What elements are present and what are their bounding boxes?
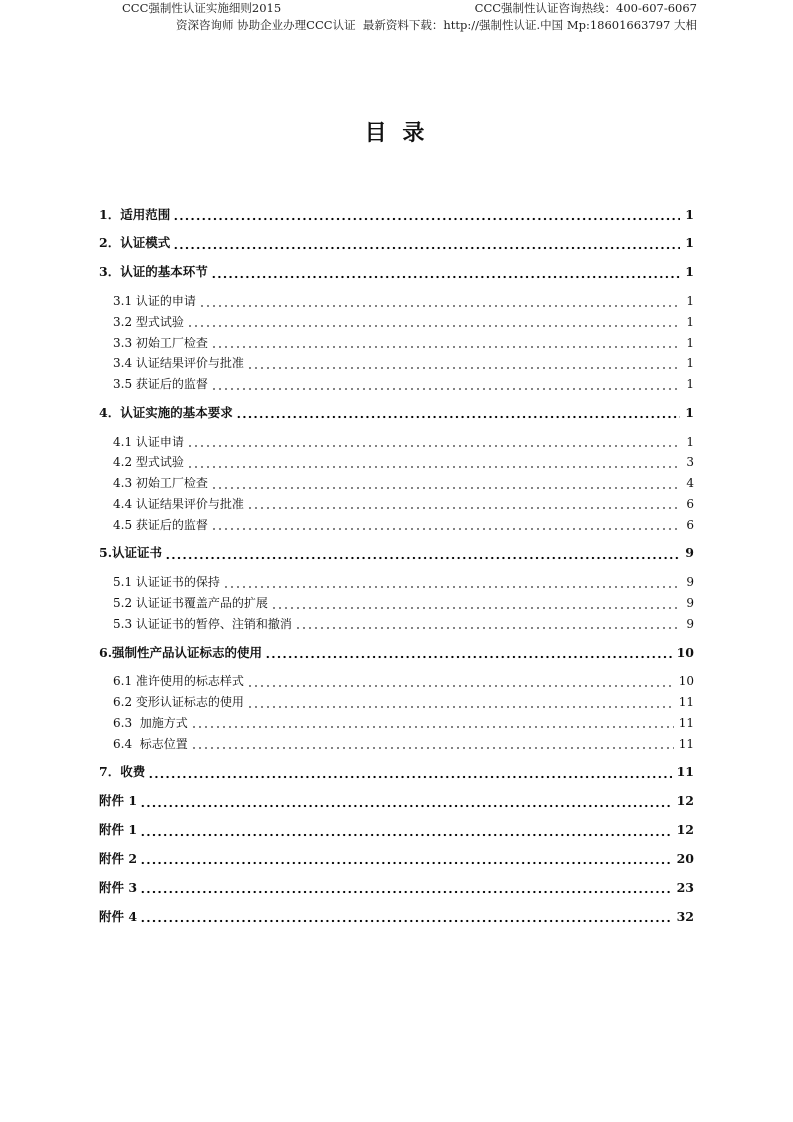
toc-page-number: 1 — [686, 294, 694, 308]
toc-entry-label: 6.2 变形认证标志的使用 — [113, 695, 244, 710]
toc-subentry — [99, 614, 694, 635]
toc-entry-label: 6.3 加施方式 — [113, 715, 188, 730]
toc-entry-label: 附件 2 — [99, 850, 138, 866]
toc-dot-leader — [140, 907, 672, 928]
header-hotline: CCC强制性认证咨询热线：400-607-6067 — [474, 1, 697, 15]
toc-dot-leader — [247, 494, 681, 515]
toc-entry — [99, 762, 694, 783]
toc-dot-leader — [148, 762, 671, 783]
toc-page-number: 3 — [686, 455, 694, 470]
toc-page-number: 1 — [686, 434, 694, 449]
toc-entry-label: 6.4 标志位置 — [113, 736, 188, 751]
toc-dot-leader — [140, 849, 672, 870]
toc-dot-leader — [271, 593, 681, 614]
table-of-contents — [99, 197, 694, 936]
toc-dot-leader — [191, 734, 674, 755]
toc-dot-leader — [265, 643, 672, 664]
toc-page-number: 1 — [686, 356, 694, 371]
toc-entry — [99, 543, 694, 564]
toc-subentry — [99, 515, 694, 536]
toc-subentry — [99, 734, 694, 755]
toc-page-number: 9 — [685, 545, 694, 561]
toc-dot-leader — [173, 205, 680, 226]
toc-dot-leader — [140, 791, 672, 812]
toc-page-number: 1 — [686, 335, 694, 350]
toc-dot-leader — [211, 374, 681, 395]
toc-entry-label: 附件 1 — [99, 822, 138, 838]
toc-subentry — [99, 572, 694, 593]
toc-page-number: 9 — [686, 616, 694, 631]
toc-dot-leader — [140, 820, 672, 841]
toc-page-number: 32 — [676, 908, 694, 924]
toc-subentry — [99, 374, 694, 395]
toc-page-number: 6 — [686, 517, 694, 532]
toc-page-number: 1 — [686, 377, 694, 391]
toc-page-number: 4 — [686, 476, 694, 491]
toc-dot-leader — [211, 333, 681, 354]
toc-page-number: 20 — [676, 850, 694, 866]
toc-dot-leader — [236, 403, 681, 424]
toc-subentry — [99, 692, 694, 713]
toc-entry — [99, 205, 694, 226]
toc-dot-leader — [211, 262, 681, 283]
toc-page-number: 9 — [686, 596, 694, 610]
toc-entry-label: 5.1 认证证书的保持 — [113, 575, 220, 590]
toc-page-number: 11 — [678, 715, 694, 730]
toc-dot-leader — [140, 878, 672, 899]
toc-page-number: 1 — [685, 404, 694, 420]
toc-page-number: 9 — [686, 575, 694, 590]
toc-page-number: 1 — [686, 314, 694, 329]
toc-page-number: 11 — [678, 736, 694, 751]
toc-entry-label: 3.4 认证结果评价与批准 — [113, 356, 244, 371]
page-title: 目 录 — [364, 120, 429, 146]
toc-entry-label: 附件 3 — [99, 879, 138, 895]
toc-entry-label: 5.3 认证证书的暂停、注销和撤消 — [113, 616, 292, 631]
toc-subentry — [99, 713, 694, 734]
toc-page-number: 11 — [676, 764, 694, 780]
toc-subentry — [99, 353, 694, 374]
toc-dot-leader — [187, 312, 681, 333]
toc-entry-label: 3.1 认证的申请 — [113, 294, 196, 308]
toc-subentry — [99, 452, 694, 473]
toc-entry-label: 1．适用范围 — [99, 206, 171, 222]
toc-entry-label: 3.2 型式试验 — [113, 314, 184, 329]
toc-page-number: 1 — [685, 264, 694, 280]
toc-dot-leader — [211, 473, 681, 494]
toc-entry-label: 3．认证的基本环节 — [99, 264, 208, 280]
toc-entry-label: 4．认证实施的基本要求 — [99, 404, 233, 420]
toc-page-number: 10 — [678, 674, 694, 689]
toc-dot-leader — [223, 572, 681, 593]
toc-entry — [99, 849, 694, 870]
toc-subentry — [99, 432, 694, 453]
toc-subentry — [99, 291, 694, 312]
toc-subentry — [99, 494, 694, 515]
toc-subentry — [99, 593, 694, 614]
toc-page-number: 12 — [676, 793, 694, 809]
toc-entry-label: 4.4 认证结果评价与批准 — [113, 496, 244, 511]
header-document-title: CCC强制性认证实施细则2015 — [122, 1, 282, 15]
toc-dot-leader — [165, 543, 680, 564]
toc-entry — [99, 791, 694, 812]
toc-dot-leader — [173, 233, 680, 254]
toc-entry — [99, 233, 694, 254]
toc-entry — [99, 643, 694, 664]
toc-dot-leader — [191, 713, 674, 734]
toc-page-number: 6 — [686, 496, 694, 511]
toc-dot-leader — [187, 452, 681, 473]
toc-entry-label: 4.2 型式试验 — [113, 455, 184, 470]
toc-page-number: 1 — [685, 235, 694, 251]
toc-entry — [99, 907, 694, 928]
toc-dot-leader — [247, 692, 674, 713]
toc-entry — [99, 878, 694, 899]
toc-page-number: 12 — [676, 822, 694, 838]
toc-subentry — [99, 671, 694, 692]
toc-subentry — [99, 312, 694, 333]
toc-dot-leader — [295, 614, 681, 635]
toc-entry-label: 2．认证模式 — [99, 235, 171, 251]
toc-entry-label: 5.2 认证证书覆盖产品的扩展 — [113, 596, 268, 610]
toc-entry — [99, 262, 694, 283]
toc-entry-label: 6.强制性产品认证标志的使用 — [99, 644, 263, 660]
toc-entry-label: 7．收费 — [99, 764, 146, 780]
toc-entry — [99, 403, 694, 424]
toc-page-number: 10 — [676, 644, 694, 660]
header-promo-line: 资深咨询师 协助企业办理CCC认证 最新资料下载：http://强制性认证.中国 Mp:18601663797 大相 — [176, 18, 697, 32]
toc-page-number: 23 — [676, 879, 694, 895]
toc-dot-leader — [187, 432, 681, 453]
toc-entry-label: 3.5 获证后的监督 — [113, 377, 208, 391]
toc-entry-label: 附件 4 — [99, 908, 138, 924]
toc-entry-label: 4.1 认证申请 — [113, 434, 184, 449]
toc-subentry — [99, 473, 694, 494]
toc-page-number: 1 — [685, 206, 694, 222]
toc-entry-label: 6.1 准许使用的标志样式 — [113, 674, 244, 689]
toc-subentry — [99, 333, 694, 354]
toc-dot-leader — [199, 291, 681, 312]
toc-page-number: 11 — [678, 695, 694, 710]
toc-entry-label: 3.3 初始工厂检查 — [113, 335, 208, 350]
toc-dot-leader — [211, 515, 681, 536]
toc-entry-label: 附件 1 — [99, 793, 138, 809]
toc-entry — [99, 820, 694, 841]
toc-dot-leader — [247, 353, 681, 374]
toc-entry-label: 4.3 初始工厂检查 — [113, 476, 208, 491]
toc-dot-leader — [247, 671, 674, 692]
toc-entry-label: 5.认证证书 — [99, 545, 163, 561]
toc-entry-label: 4.5 获证后的监督 — [113, 517, 208, 532]
